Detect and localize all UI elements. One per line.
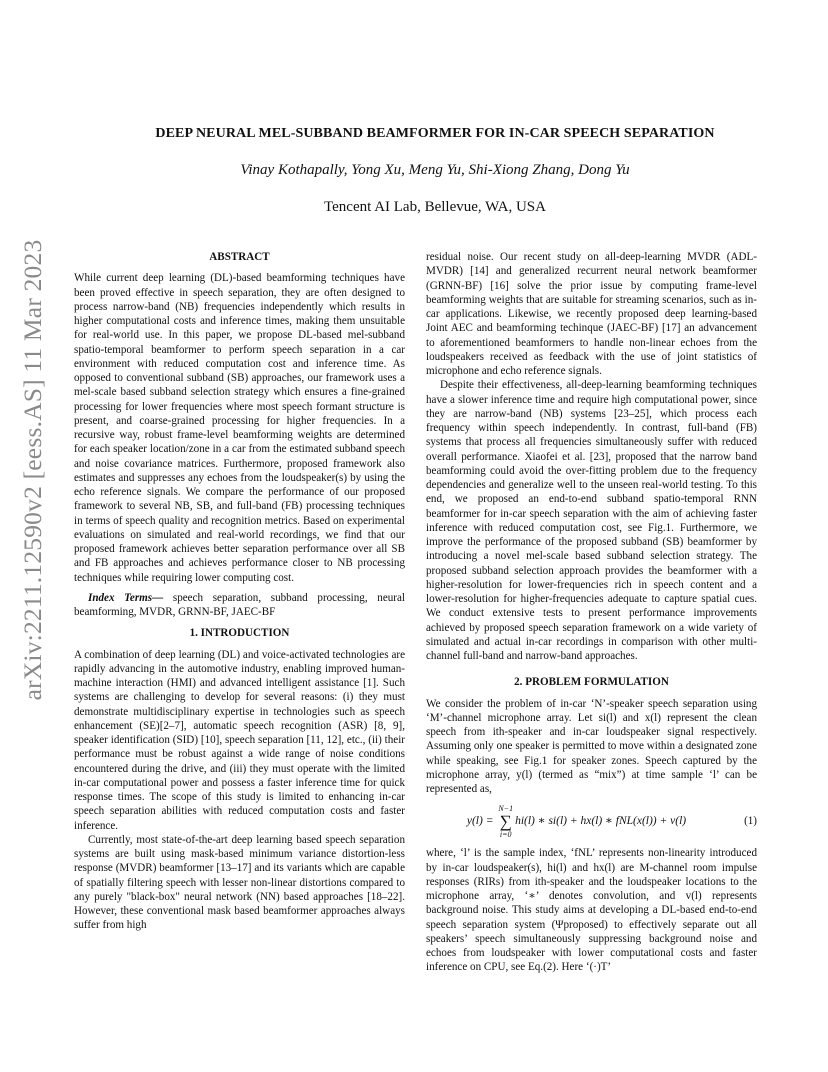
equation-1-body — [426, 804, 727, 839]
intro-paragraph-3: residual noise. Our recent study on all-deep-learning MVDR (ADL-MVDR) [14] and generalized recurrent neural network beamformer (GRNN-BF) [16] solve the prior issue by computing frame-level beamforming weights that are suitable for streaming scenarios, such as in-car applications. Likewise, we recently proposed deep learning-based Joint AEC and beamforming techinque (JAEC-BF) [17] an advancement to aforementioned beamformers to handle non-linear echoes from the loudspeakers received as feedback with the use of joint statistics of microphone and echo reference signals. — [426, 251, 757, 377]
left-column — [74, 250, 405, 933]
index-terms-label: Index Terms— — [88, 591, 164, 604]
arxiv-id-text: arXiv:2211.12590v2 [eess.AS] 11 Mar 2023 — [18, 239, 47, 701]
index-terms — [74, 591, 405, 620]
intro-paragraph-4: Despite their effectiveness, all-deep-learning beamforming techniques have a slower inference time and require high computational power, since they are narrow-band (NB) systems [23–25], which process each frequency within speech independently. In contrast, full-band (FB) systems that process all frequencies simultaneously suffer with reduced overall performance. Xiaofei et al. [23], proposed that the narrow band beamforming could avoid the over-fitting problem due to the frequency dependencies and generalize well to the unseen real-world testing. To this end, we proposed an end-to-end subband spatio-temporal RNN beamformer for in-car speech separation with the aim of achieving faster inference with reduced computation cost, see Fig.1. Furthermore, we improve the performance of the proposed subband (SB) beamformer by introducing a novel mel-scale based subband selection strategy. The proposed subband selection approach provides the beamformer with a higher-resolution for lower-frequencies rich in speech content and a lower-resolution for higher-frequencies adequate to capture spatial cues. We conduct extensive tests to present performance improvements achieved by proposed speech separation framework on a wide variety of simulated and actual in-car recordings in comparison with other multi-channel full-band and narrow-band approaches. — [426, 379, 757, 662]
abstract-heading: ABSTRACT — [209, 251, 270, 263]
index-terms-text: speech separation, subband processing, neural beamforming, MVDR, GRNN-BF, JAEC-BF — [74, 591, 405, 618]
intro-paragraph-1: A combination of deep learning (DL) and voice-activated technologies are rapidly advancing in the automotive industry, enabling improved human-machine interaction (HMI) and advanced intelligent assistance [1]. Such systems are challenging to develop for several reasons: (i) they must demonstrate multidisciplinary expertise in technologies such as speech enhancement (SE)[2–7], automatic speech recognition (ASR) [8, 9], speaker identification (SID) [10], speech separation [11, 12], etc., (ii) their performance must be robust against a wide range of noise conditions encountered during the drive, and (iii) they must operate with the limited in-car computational power and possess a faster inference time for quick response times. The scope of this study is limited to enhancing in-car speech separation abilities with reduced computation costs and faster inference. — [74, 648, 405, 832]
paper-authors: Vinay Kothapally, Yong Xu, Meng Yu, Shi-Xiong Zhang, Dong Yu — [240, 162, 630, 178]
paper-title: DEEP NEURAL MEL-SUBBAND BEAMFORMER FOR IN-CAR SPEECH SEPARATION — [155, 126, 715, 141]
sum-upper-limit: N−1 — [498, 803, 514, 813]
summation-symbol: N−1 ∑ i=0 — [498, 803, 514, 839]
problem-paragraph-2: where, ‘l’ is the sample index, ‘fNL’ represents non-linearity introduced by in-car loudspeaker(s), hi(l) and hx(l) are M-channel room impulse responses (RIRs) from ith-speaker and the loudspeaker locations to the microphone array, ‘∗’ denotes convolution, and v(l) represents background noise. This study aims at developing a DL-based end-to-end speech separation system (Ψproposed) to effectively separate out all speakers’ speech simultaneously suppressing background noise and echoes from loudspeaker with lower computational costs and faster inference on CPU, see Eq.(2). Here ‘(·)T’ — [426, 847, 757, 974]
intro-paragraph-2: Currently, most state-of-the-art deep learning based speech separation systems are built using mask-based minimum variance distortion-less response (MVDR) beamformer [13–17] and its variants which are capable of spatially filtering speech with lesser non-linear distortions compared to any purely "black-box" neural network (NN) based approaches [18–22]. However, these conventional mask based beamformer approaches always suffer from high — [74, 833, 405, 932]
arxiv-identifier — [18, 239, 48, 701]
equation-rhs: hi(l) ∗ si(l) + hx(l) ∗ fNL(x(l)) + v(l) — [515, 814, 687, 827]
right-column — [426, 250, 757, 975]
paper-affiliation: Tencent AI Lab, Bellevue, WA, USA — [324, 199, 546, 215]
equation-number: (1) — [744, 815, 757, 828]
abstract-text: While current deep learning (DL)-based beamforming techniques have been proved effective in speech separation, they are often designed to process narrow-band (NB) frequencies independently which results in higher computational costs and inference times, making them unsuitable for real-world use. In this paper, we propose DL-based mel-subband spatio-temporal beamformer to perform speech separation in a car environment with reduced computation cost and inference time. As opposed to conventional subband (SB) approaches, our framework uses a mel-scale based subband selection strategy which ensures a fine-grained processing for lower frequencies where most speech formant structure is present, and coarse-grained processing for higher frequencies. In a recursive way, robust frame-level beamforming weights are determined for each speaker location/zone in a car from the estimated subband speech and noise covariance matrices. Furthermore, proposed framework also estimates and suppresses any echoes from the loudspeaker(s) by using the echo reference signals. We compare the performance of our proposed framework to several NB, SB, and full-band (FB) processing techniques in terms of speech quality and recognition metrics. Based on experimental evaluations on simulated and real-world recordings, we find that our proposed framework achieves better separation performance over all SB and FB approaches and achieves performance closer to NB processing techniques while requiring lower computing cost. — [74, 272, 405, 584]
equation-1 — [426, 798, 757, 844]
sum-lower-limit: i=0 — [499, 829, 512, 839]
problem-paragraph-1: We consider the problem of in-car ‘N’-speaker speech separation using ‘M’-channel microphone array. Let si(l) and x(l) represent the clean speech from ith-speaker and in-car loudspeaker signal respectively. Assuming only one speaker is permitted to move within a designated zone while speaking, see Fig.1 for speaker zones. Speech captured by the microphone array, y(l) (termed as “mix”) at time sample ‘l’ can be represented as, — [426, 697, 757, 795]
introduction-heading: 1. INTRODUCTION — [189, 627, 290, 640]
problem-heading: 2. PROBLEM FORMULATION — [514, 676, 669, 689]
equation-lhs: y(l) = — [466, 814, 497, 827]
